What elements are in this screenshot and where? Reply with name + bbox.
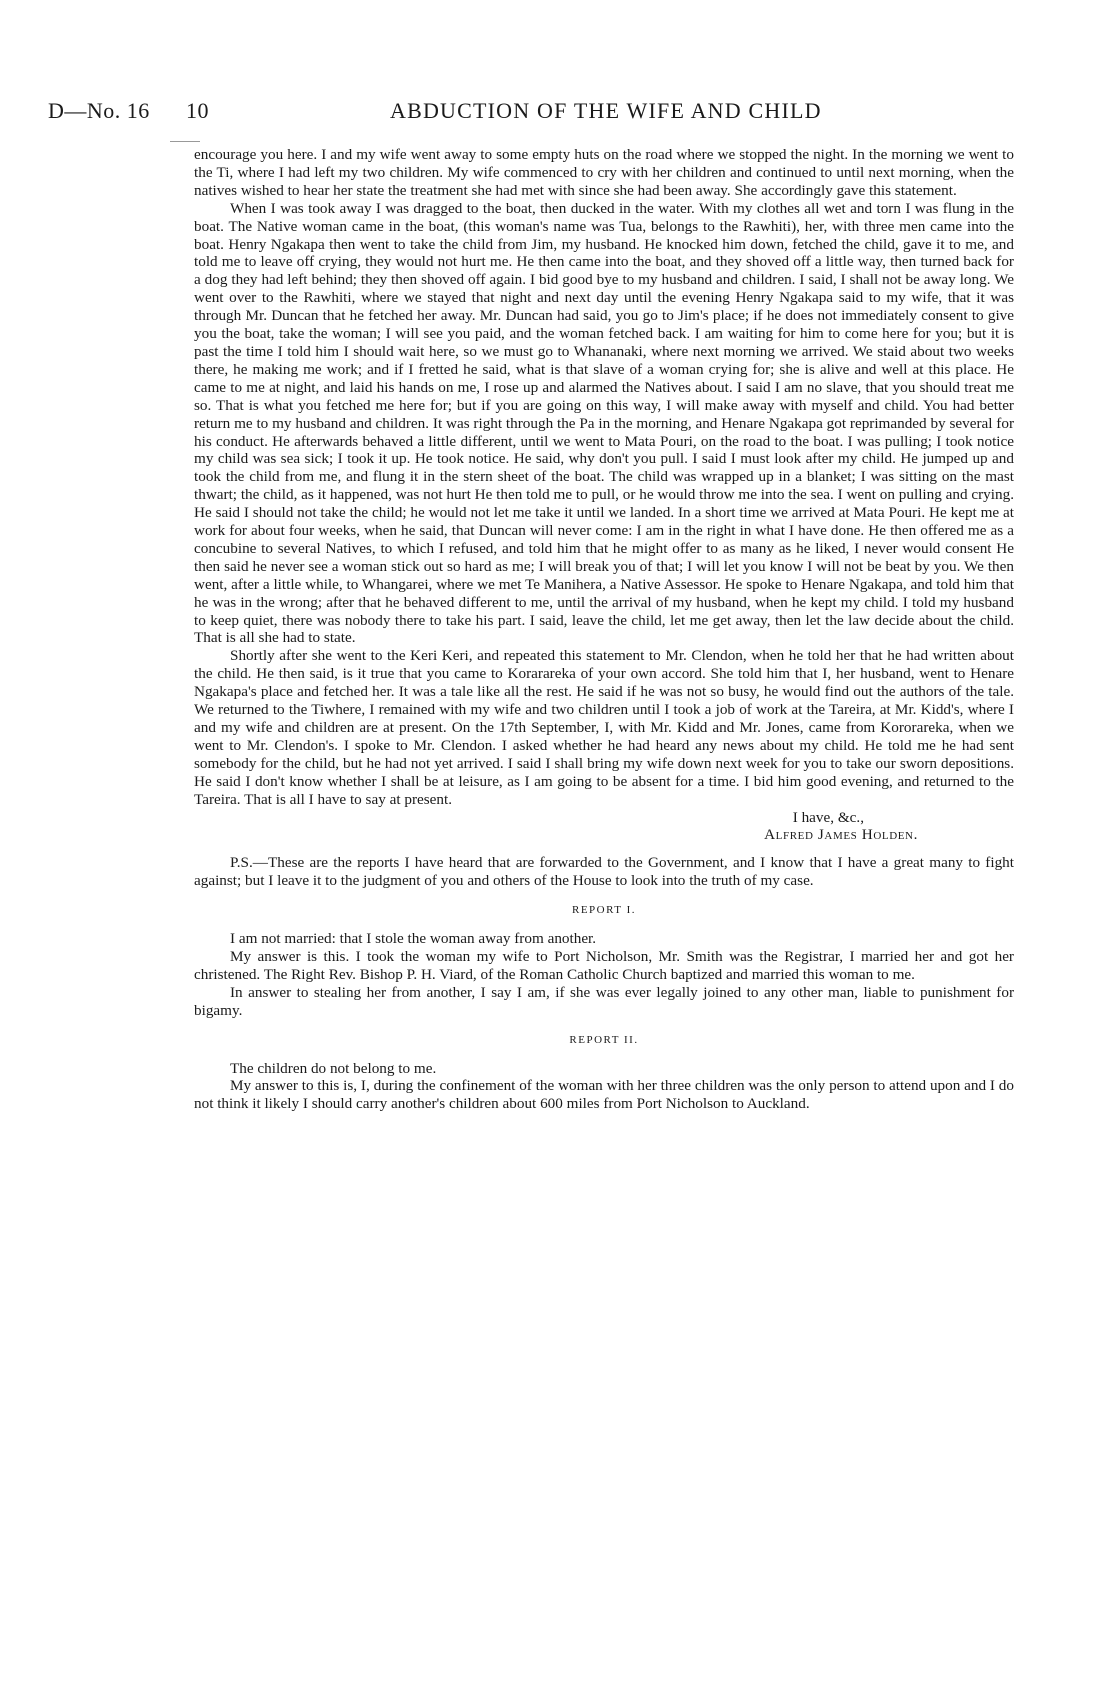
report-1-answer-1: My answer is this. I took the woman my wife to Port Nicholson, Mr. Smith was the Registrar, I married her and got her christened. The Right Rev. Bishop P. H. Viard, of the Roman Catholic Church baptized and married this woman to me.	[194, 947, 1014, 983]
header-rule	[170, 141, 200, 142]
spacer	[194, 844, 1014, 854]
paragraph-statement: When I was took away I was dragged to the boat, then ducked in the water. With my clothes all wet and torn I was flung in the boat. The Native woman came in the boat, (this woman's name was Tua, belongs to the Rawhiti), her, with three men came into the boat. Henry Ngakapa then went to take the child from Jim, my husband. He knocked him down, fetched the child, gave it to me, and told me to leave off crying, they would not hurt me. He then came into the boat, and they shoved off a little way, then turned back for a dog they had left behind; they then shoved off again. I bid good bye to my husband and children. I said, I shall not be away long. We went over to the Rawhiti, where we stayed that night and next day until the evening Henry Ngakapa said to my wife, that it was through Mr. Duncan that he fetched her away. Mr. Duncan had said, you go to Jim's place; if he does not immediately consent to give you the boat, take the woman; I will see you paid, and the woman fetched back. I am waiting for him to come here for you; but it is past the time I told him I should wait here, so we must go to Whananaki, where next morning we arrived. We staid about two weeks there, he making me work; and if I fretted he said, what is that slave of a woman crying for; she is alive and well at this place. He came to me at night, and laid his hands on me, I rose up and alarmed the Natives about. I said I am no slave, that you should treat me so. That is what you fetched me here for; but if you are going on this way, I will make away with myself and child. You had better return me to my husband and children. It was right through the Pa in the morning, and Henare Ngakapa got reprimanded by several for his conduct. He afterwards behaved a little different, until we went to Mata Pouri, on the road to the boat. I was pulling; I took notice my child was sea sick; I took it up. He took notice. He said, why don't you pull. I said I must look after my child. He jumped up and took the child from me, and flung it in the stern sheet of the boat. The child was wrapped up in a blanket; I was sitting on the mast thwart; the child, as it happened, was not hurt He then told me to pull, or he would throw me into the sea. I went on pulling and crying. He said I should not take the child; he would not let me take it until we landed. In a short time we arrived at Mata Pouri. He kept me at work for about four weeks, when he said, that Duncan will never come: I am in the right in what I have done. He then offered me as a concubine to several Natives, to which I refused, and told him that he might offer to as many as he liked, I never would consent He then said he never see a woman stick out so hard as me; I will break you of that; I will let you know I will not be beat by you. We then went, after a little while, to Whangarei, where we met Te Manihera, a Native Assessor. He spoke to Henare Ngakapa, and told him that he was in the wrong; after that he behaved different to me, until the arrival of my husband, when he kept my child. I told my husband to keep quiet, there was nobody there to take his part. I said, leave the child, let me get away, then let the law decide about the child. That is all she had to state.	[194, 199, 1014, 647]
report-2-answer-1: My answer to this is, I, during the confinement of the woman with her three children was the only person to attend upon and I do not think it likely I should carry another's children about 600 miles from Port Nicholson to Auckland.	[194, 1077, 1014, 1113]
report-2-heading: REPORT II.	[569, 1033, 639, 1046]
page-header	[48, 98, 1078, 134]
postscript: P.S.—These are the reports I have heard that are forwarded to the Government, and I know that I have a great many to fight against; but I leave it to the judgment of you and others of the House to look into the truth of my case.	[194, 854, 1014, 890]
running-title: ABDUCTION OF THE WIFE AND CHILD	[390, 98, 822, 123]
document-body	[194, 146, 1014, 1113]
report-1-claim: I am not married: that I stole the woman away from another.	[230, 930, 597, 948]
paragraph-continuation: encourage you here. I and my wife went away to some empty huts on the road where we stopped the night. In the morning we went to the Ti, where I had left my two children. My wife commenced to cry with her children and continued to until next morning, when the natives wished to hear her state the treatment she had met with since she had been away. She accordingly gave this statement.	[194, 146, 1014, 199]
closing-line: I have, &c.,	[792, 808, 864, 826]
page-number: 10	[186, 98, 209, 123]
report-1-heading: REPORT I.	[572, 904, 636, 917]
report-2-claim: The children do not belong to me.	[230, 1059, 437, 1077]
report-1-answer-2: In answer to stealing her from another, I say I am, if she was ever legally joined to any other man, liable to punishment for bigamy.	[194, 983, 1014, 1019]
document-number: D—No. 16	[48, 98, 150, 123]
signature: Alfred James Holden.	[764, 826, 918, 844]
paragraph-clendon: Shortly after she went to the Keri Keri, and repeated this statement to Mr. Clendon, when he told her that he had written about the child. He then said, is it true that you came to Korarareka of your own accord. She told him that I, her husband, went to Henare Ngakapa's place and fetched her. It was a tale like all the rest. He said if he was not so busy, he would find out the authors of the tale. We returned to the Tiwhere, I remained with my wife and two children until I took a job of work at the Tareira, at Mr. Kidd's, where I and my wife and children are at present. On the 17th September, I, with Mr. Kidd and Mr. Jones, came from Kororareka, when we went to Mr. Clendon's. I spoke to Mr. Clendon. I asked whether he had heard any news about my child. He told me he had sent somebody for the child, but he had not yet arrived. I said I shall bring my wife down next week for you to take our sworn depositions. He said I don't know whether I shall be at leisure, as I am going to be absent for a time. I bid him good evening, and returned to the Tareira. That is all I have to say at present.	[194, 647, 1014, 808]
